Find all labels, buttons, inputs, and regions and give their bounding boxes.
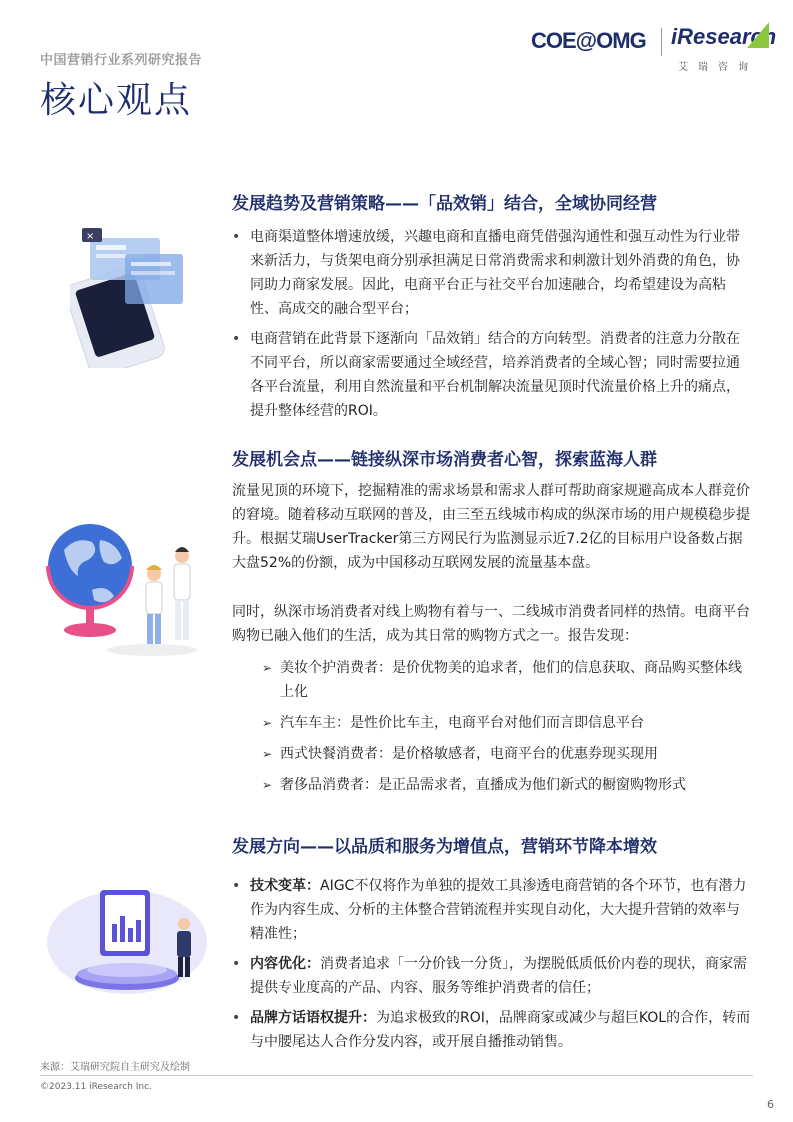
bullet-text: 消费者追求「一分价钱一分货」，为摆脱低质低价内卷的现状，商家需提供专业度高的产品、内容、服务等维护消费者的信任； bbox=[250, 956, 747, 996]
list-item bbox=[232, 874, 752, 946]
copyright: ©2023.11 iResearch Inc. bbox=[40, 1082, 152, 1092]
opportunities-paragraph: 流量见顶的环境下，挖掘精准的需求场景和需求人群可帮助商家规避高成本人群竞价的窘境。随着移动互联网的普及，由三至五线城市构成的纵深市场的用户规模稳步提升。根据艾瑞UserTracker第三方网民行为监测显示近7.2亿的目标用户设备数占据大盘52%的份额，成为中国移动互联网发展的流量基本盘。 bbox=[232, 483, 750, 571]
report-series-label: 中国营销行业系列研究报告 bbox=[40, 53, 203, 68]
globe-with-people-illustration bbox=[42, 510, 202, 660]
logo-divider bbox=[661, 28, 662, 56]
opportunities-paragraph: 同时，纵深市场消费者对线上购物有着与一、二线城市消费者同样的热情。电商平台购物已融入他们的生活，成为其日常的购物方式之一。报告发现： bbox=[232, 604, 750, 644]
list-item: • 电商渠道整体增速放缓，兴趣电商和直播电商凭借强沟通性和强互动性为行业带来新活力，与货架电商分别承担满足日常消费需求和刺激计划外消费的角色，协同助力商家发展。因此，电商平台正与社交平台加速融合，均希望建设为高粘性、高成交的融合型平台； bbox=[232, 225, 752, 321]
ai-screen-platform-illustration bbox=[42, 880, 212, 1000]
findings-list bbox=[262, 656, 754, 804]
trends-bullet-list bbox=[232, 225, 752, 429]
list-item bbox=[232, 952, 752, 1000]
iresearch-logo-chinese: 艾瑞咨询 bbox=[678, 62, 758, 73]
section-title-direction: 发展方向——以品质和服务为增值点，营销环节降本增效 bbox=[232, 837, 657, 857]
bullet-text: AIGC不仅将作为单独的提效工具渗透电商营销的各个环节，也有潜力作为内容生成、分析的主体整合营销流程并实现自动化，大大提升营销的效率与精准性； bbox=[250, 878, 747, 942]
list-item: ➢ 汽车车主：是性价比车主，电商平台对他们而言即信息平台 bbox=[262, 711, 754, 735]
page-title: 核心观点 bbox=[40, 80, 193, 121]
footer-divider bbox=[40, 1075, 753, 1076]
list-item bbox=[232, 1006, 752, 1054]
bullet-text: 为追求极致的ROI，品牌商家或减少与超巨KOL的合作，转而与中腰尾达人合作分发内容，或开展自播推动销售。 bbox=[250, 1010, 751, 1050]
list-item: ➢ 西式快餐消费者：是价格敏感者，电商平台的优惠券现买现用 bbox=[262, 742, 754, 766]
list-item: ➢ 美妆个护消费者：是价优物美的追求者，他们的信息获取、商品购买整体线上化 bbox=[262, 656, 754, 704]
list-item: • 电商营销在此背景下逐渐向「品效销」结合的方向转型。消费者的注意力分散在不同平台，所以商家需要通过全域经营，培养消费者的全域心智；同时需要拉通各平台流量，利用自然流量和平台机制解决流量见顶时代流量价格上升的痛点，提升整体经营的ROI。 bbox=[232, 327, 752, 423]
coe-omg-logo: COE@OMG bbox=[531, 28, 646, 53]
direction-bullet-list bbox=[232, 874, 752, 1060]
page-number: 6 bbox=[767, 1098, 774, 1111]
bullet-label: 内容优化： bbox=[250, 956, 320, 972]
iresearch-logo: iResearch bbox=[671, 24, 777, 49]
list-item: ➢ 奢侈品消费者：是正品需求者，直播成为他们新式的橱窗购物形式 bbox=[262, 773, 754, 797]
svg-text:×: × bbox=[86, 231, 95, 242]
section-title-opportunities: 发展机会点——链接纵深市场消费者心智，探索蓝海人群 bbox=[232, 450, 657, 470]
iresearch-logo-mark-icon bbox=[747, 22, 769, 48]
source-note: 来源：艾瑞研究院自主研究及绘制 bbox=[40, 1062, 190, 1073]
section-title-trends: 发展趋势及营销策略——「品效销」结合，全域协同经营 bbox=[232, 194, 657, 214]
smartphone-with-windows-illustration bbox=[70, 218, 190, 368]
bullet-label: 技术变革： bbox=[250, 878, 320, 894]
bullet-label: 品牌方话语权提升： bbox=[250, 1010, 376, 1026]
